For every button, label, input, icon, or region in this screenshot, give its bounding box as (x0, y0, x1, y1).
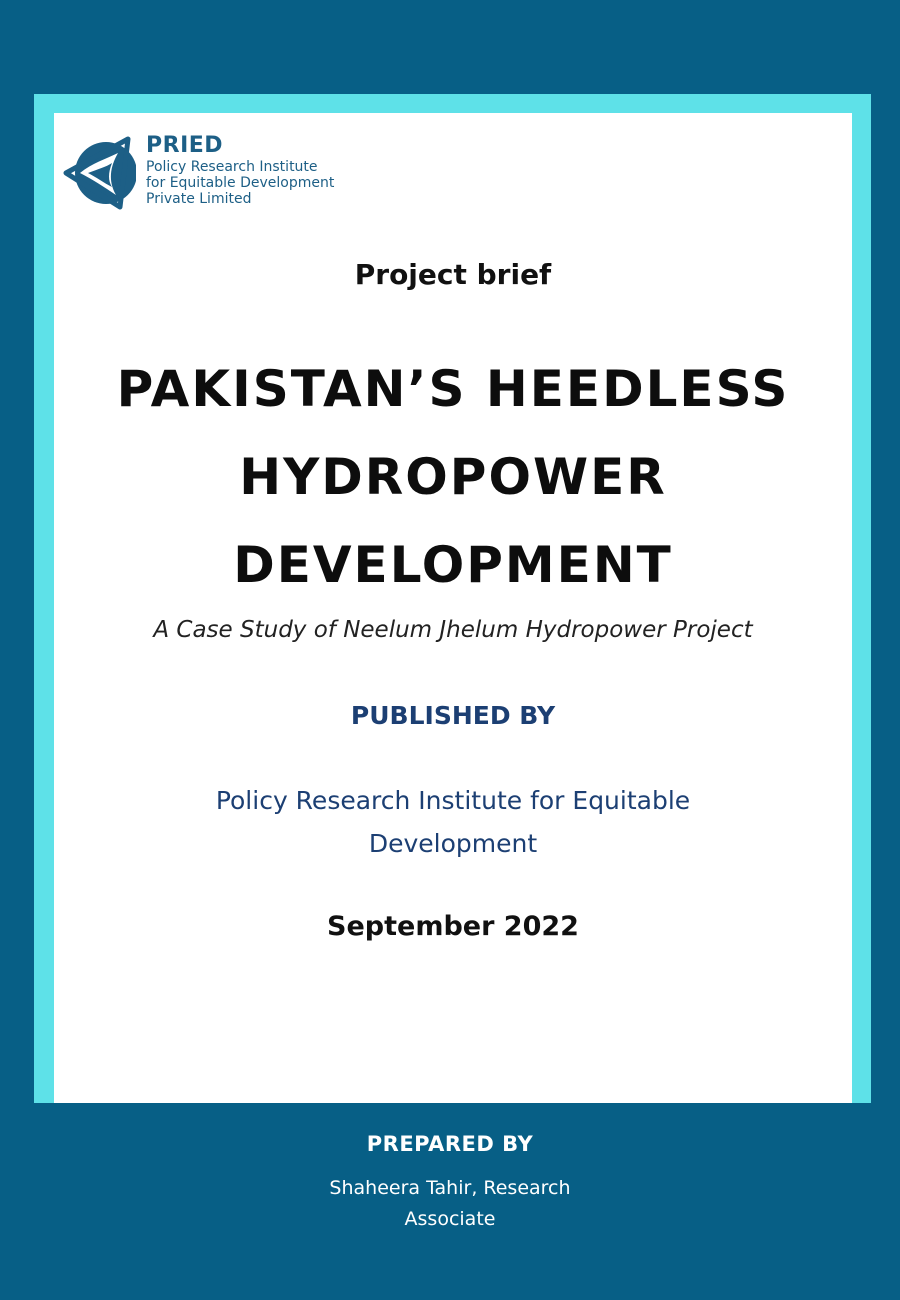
publication-date: September 2022 (327, 911, 579, 942)
preparer-name: Shaheera Tahir, Research Associate (329, 1177, 571, 1230)
cover-card (54, 113, 852, 1103)
title-line-3: DEVELOPMENT (233, 536, 673, 594)
logo-text (146, 133, 334, 207)
published-by-label: PUBLISHED BY (350, 701, 556, 730)
logo-line-3: Private Limited (146, 191, 252, 207)
publisher-name: Policy Research Institute for Equitable Development (215, 786, 691, 858)
title-line-2: HYDROPOWER (239, 448, 667, 506)
document-type: Project brief (354, 258, 552, 291)
prepared-by-label: PREPARED BY (366, 1132, 534, 1156)
document-subtitle: A Case Study of Neelum Jhelum Hydropower Project (153, 617, 753, 643)
document-title (54, 345, 852, 609)
pried-logo (62, 133, 362, 223)
logo-line-2: for Equitable Development (146, 175, 335, 191)
logo-line-1: Policy Research Institute (146, 159, 318, 175)
title-line-1: PAKISTAN’S HEEDLESS (116, 360, 790, 418)
triangle-swirl-logo-icon (62, 133, 136, 213)
logo-name: PRIED (146, 133, 224, 158)
